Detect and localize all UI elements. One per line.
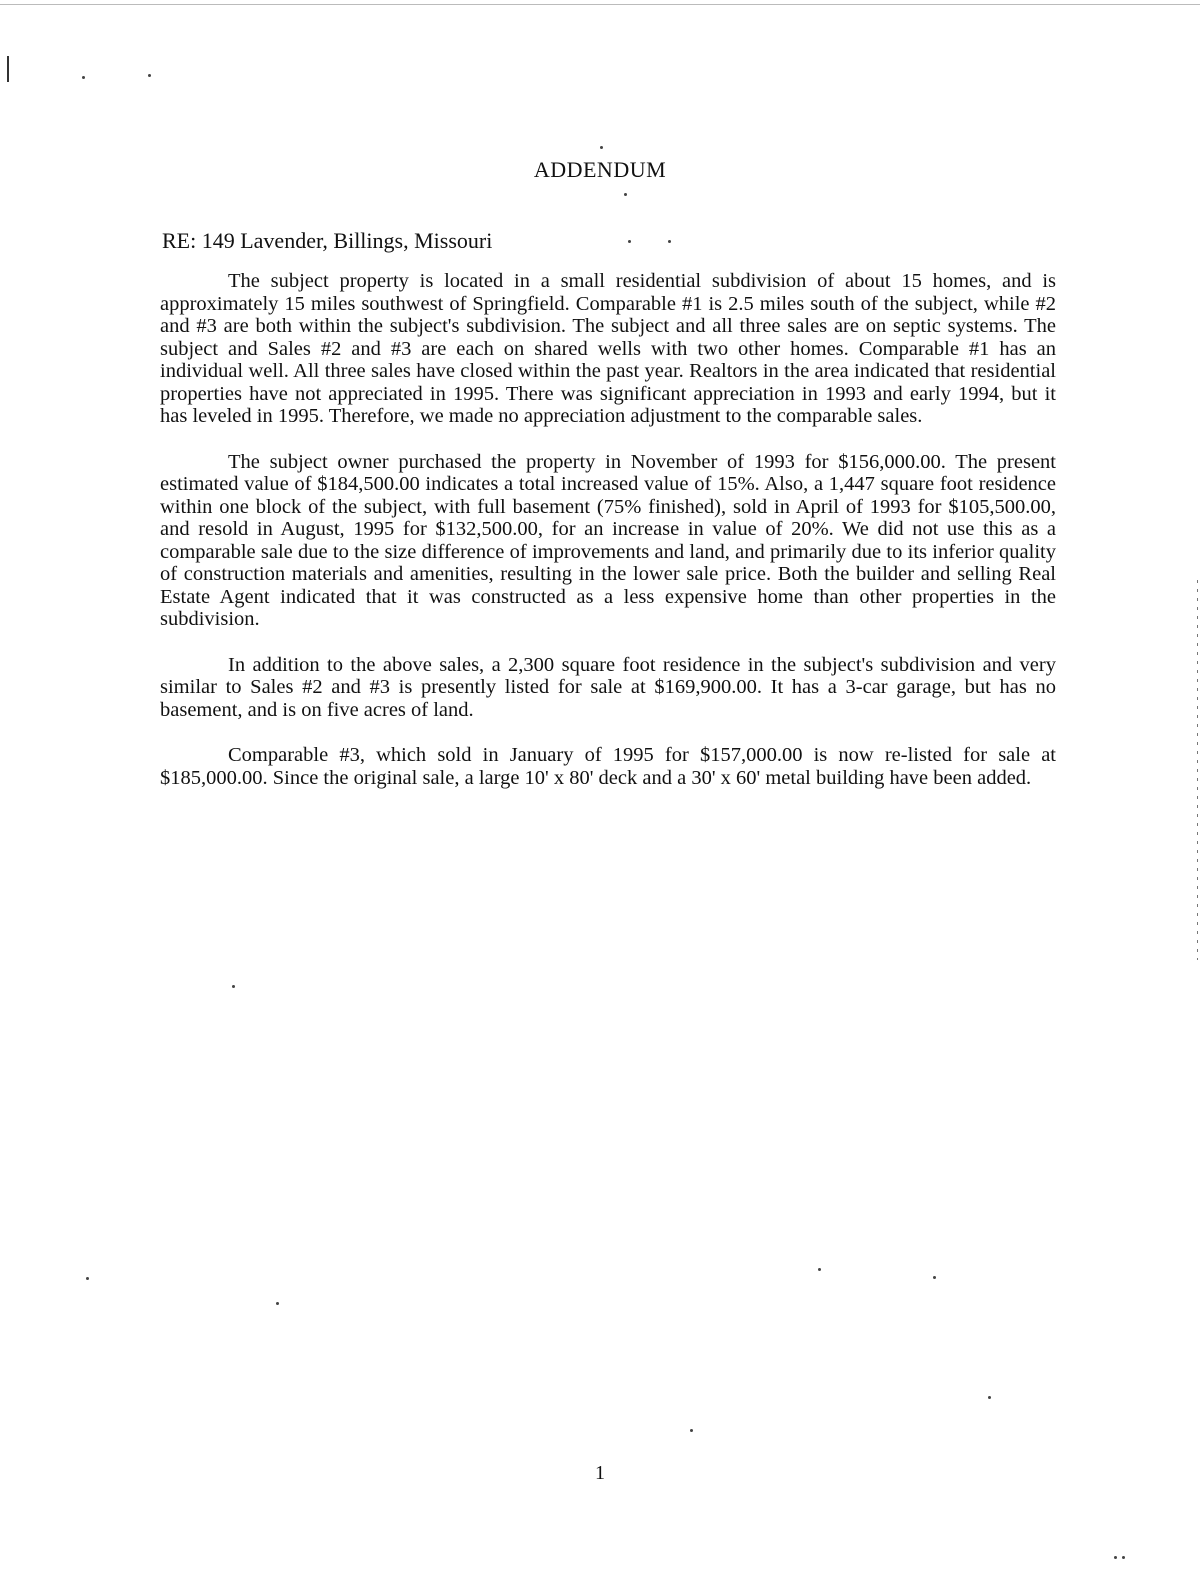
scan-speck [148,74,151,77]
scan-margin-mark [7,56,9,82]
scan-speck [624,193,627,196]
scan-speck [82,76,85,79]
scan-speck [276,1302,279,1305]
document-body [160,270,1056,812]
scan-top-rule [0,4,1200,5]
paragraph-purchase-history: The subject owner purchased the property in November of 1993 for $156,000.00. The present estimated value of $184,500.00 indicates a total increased value of 15%. Also, a 1,447 square foot residence within one block of the subject, with full basement (75% finished), sold in April of 1993 for $105,500.00, and resold in August, 1995 for $132,500.00, for an increase in value of 20%. We did not use this as a comparable sale due to the size difference of improvements and land, and primarily due to its inferior quality of construction materials and amenities, resulting in the lower sale price. Both the builder and selling Real Estate Agent indicated that it was constructed as a less expensive home than other properties in the subdivision. [160,450,1056,630]
scan-speck [1114,1556,1117,1559]
subject-reference-line: RE: 149 Lavender, Billings, Missouri [162,228,493,253]
scan-speck [668,240,671,243]
scan-speck [818,1268,821,1271]
scan-speck [86,1277,89,1280]
document-title: ADDENDUM [533,157,667,182]
paragraph-location: The subject property is located in a small residential subdivision of about 15 homes, and is approximately 15 miles southwest of Springfield. Comparable #1 is 2.5 miles south of the subject, while #2 and #3 are both within the subject's subdivision. The subject and all three sales are on septic systems. The subject and Sales #2 and #3 are each on shared wells with two other homes. Comparable #1 has an individual well. All three sales have closed within the past year. Realtors in the area indicated that residential properties have not appreciated in 1995. There was significant appreciation in 1993 and early 1994, but it has leveled in 1995. Therefore, we made no appreciation adjustment to the comparable sales. [160,270,1056,427]
scan-speck [1122,1556,1125,1559]
scan-speck [933,1276,936,1279]
scan-speck [988,1396,991,1399]
scan-right-edge [1197,580,1198,960]
scan-speck [232,985,235,988]
scan-speck [628,240,631,243]
scan-speck [600,146,603,149]
paragraph-comparable-3: Comparable #3, which sold in January of 1995 for $157,000.00 is now re-listed for sale at $185,000.00. Since the original sale, a large 10' x 80' deck and a 30' x 60' metal building have been added. [160,744,1056,789]
page-number: 1 [595,1462,605,1484]
scan-speck [690,1429,693,1432]
paragraph-active-listing: In addition to the above sales, a 2,300 square foot residence in the subject's subdivision and very similar to Sales #2 and #3 is presently listed for sale at $169,900.00. It has a 3-car garage, but has no basement, and is on five acres of land. [160,653,1056,721]
